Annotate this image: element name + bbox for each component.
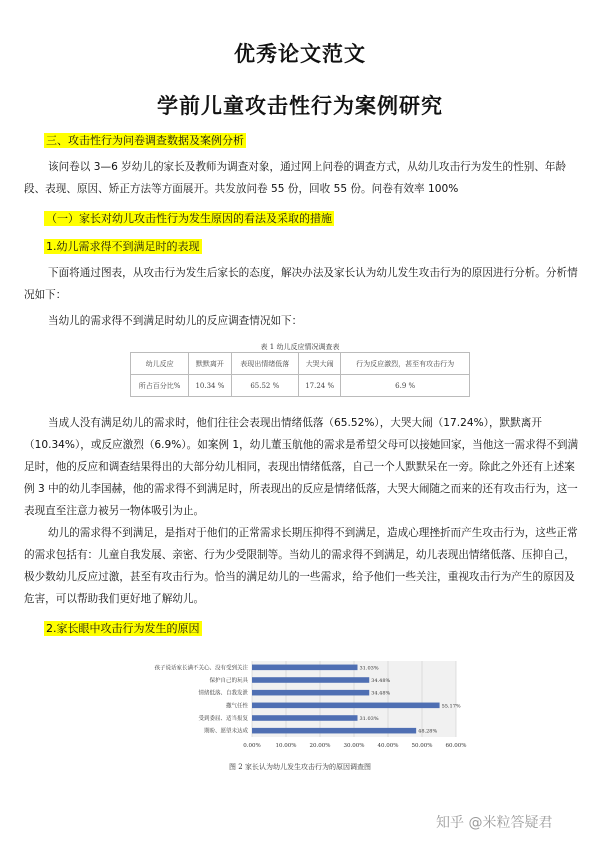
- x-tick-label: 50.00%: [411, 743, 433, 749]
- table-cell: 6.9 %: [341, 375, 470, 397]
- x-tick-label: 10.00%: [275, 743, 297, 749]
- needs-paragraph: 幼儿的需求得不到满足，是指对于他们的正常需求长期压抑得不到满足，造成心理挫折而产生攻击行为，这些正常的需求包括有：儿童自我发展、亲密、行为少受限制等。当幼儿的需求得不到满足，幼儿表现出情绪低落、压抑自己，极少数幼儿反应过激，甚至有攻击行为。恰当的满足幼儿的一些需求，给予他们一些关注，重视攻击行为产生的原因及危害，可以帮助我们更好地了解幼儿。: [24, 527, 578, 605]
- document-title: 优秀论文范文: [234, 42, 366, 66]
- bar-value-label: 31.03%: [359, 665, 379, 672]
- table-1-caption: 表 1 幼儿反应情况调查表: [260, 343, 340, 351]
- category-label: 撒气任性: [225, 703, 248, 710]
- bar-value-label: 55.17%: [441, 703, 461, 710]
- x-tick-label: 60.00%: [445, 743, 467, 749]
- intro-paragraph: 该问卷以 3—6 岁幼儿的家长及教师为调查对象，通过网上问卷的调查方式，从幼儿攻击行为发生的性别、年龄段、表现、原因、矫正方法等方面展开。共发放问卷 55 份，回收 55 份。问卷有效率 100%: [24, 161, 567, 195]
- table-header-cell: 默默离开: [189, 353, 231, 375]
- bar: [252, 677, 369, 683]
- category-label: 孩子说话家长满不关心、没有受到关注: [154, 665, 248, 672]
- document-subtitle: 学前儿童攻击性行为案例研究: [157, 94, 443, 118]
- x-tick-label: 20.00%: [309, 743, 331, 749]
- figure-2-caption: 图 2 家长认为幼儿发生攻击行为的原因调查图: [229, 763, 371, 771]
- bar-value-label: 31.03%: [359, 716, 379, 722]
- subsection-heading-1-2: [44, 620, 202, 636]
- bar: [252, 715, 358, 721]
- bar: [252, 703, 440, 709]
- reaction-table: [130, 352, 470, 397]
- table-header-cell: 幼儿反应: [131, 353, 189, 375]
- category-label: 受到委屈、适当报复: [198, 716, 248, 722]
- subsection-heading-1-1-text: 1.幼儿需求得不到满足时的表现: [46, 240, 200, 253]
- bar: [252, 690, 369, 696]
- subsection-heading-1-1: [44, 238, 202, 254]
- table-header-cell: 行为反应激烈，甚至有攻击行为: [341, 353, 470, 375]
- x-tick-label: 0.00%: [243, 743, 261, 749]
- subsection-heading-1-2-text: 2.家长眼中攻击行为发生的原因: [46, 622, 200, 635]
- table-intro-line: 当幼儿的需求得不到满足时幼儿的反应调查情况如下：: [48, 315, 303, 327]
- bar-value-label: 48.28%: [418, 728, 438, 735]
- bar-value-label: 34.48%: [371, 678, 391, 684]
- section-heading-3: [44, 132, 246, 148]
- table-row: [131, 375, 470, 397]
- table-cell: 10.34 %: [189, 375, 231, 397]
- category-label: 情绪低落、自我发泄: [198, 690, 248, 697]
- bar-value-label: 34.48%: [371, 690, 391, 697]
- category-label: 保护自己的玩具: [209, 678, 248, 684]
- bar: [252, 665, 358, 671]
- reasons-bar-chart: [120, 655, 480, 755]
- subsection-heading-1-text: （一）家长对幼儿攻击性行为发生原因的看法及采取的措施: [46, 212, 332, 225]
- analysis-paragraph: 下面将通过图表，从攻击行为发生后家长的态度，解决办法及家长认为幼儿发生攻击行为的原因进行分析。分析情况如下：: [24, 267, 578, 301]
- table-cell: 17.24 %: [299, 375, 341, 397]
- x-tick-label: 40.00%: [377, 743, 399, 749]
- bar: [252, 728, 416, 734]
- subsection-heading-1: [44, 210, 334, 226]
- category-label: 期盼、愿望未达成: [203, 728, 248, 735]
- table-cell: 所占百分比%: [131, 375, 189, 397]
- x-tick-label: 30.00%: [343, 743, 365, 749]
- section-heading-3-text: 三、攻击性行为问卷调查数据及案例分析: [46, 134, 244, 147]
- case-paragraph: 当成人没有满足幼儿的需求时，他们往往会表现出情绪低落（65.52%），大哭大闹（17.24%），默默离开（10.34%），或反应激烈（6.9%）。如案例 1，幼儿董玉航他的需求是希望父母可以接她回家，当他这一需求得不到满足时，他的反应和调查结果得出的大部分幼儿相同，表现出情绪低落，自己一个人默默呆在一旁。除此之外还有上述案例 3 中的幼儿李国赫，他的需求得不到满足时，所表现出的反应是情绪低落，大哭大闹随之而来的还有攻击行为，这一表现直至注意力被另一物体吸引为止。: [24, 417, 579, 517]
- table-cell: 65.52 %: [231, 375, 298, 397]
- table-header-row: [131, 353, 470, 375]
- table-header-cell: 表现出情绪低落: [231, 353, 298, 375]
- reasons-chart-svg: [120, 655, 480, 755]
- table-header-cell: 大哭大闹: [299, 353, 341, 375]
- watermark: 知乎 @米粒答疑君: [436, 815, 553, 831]
